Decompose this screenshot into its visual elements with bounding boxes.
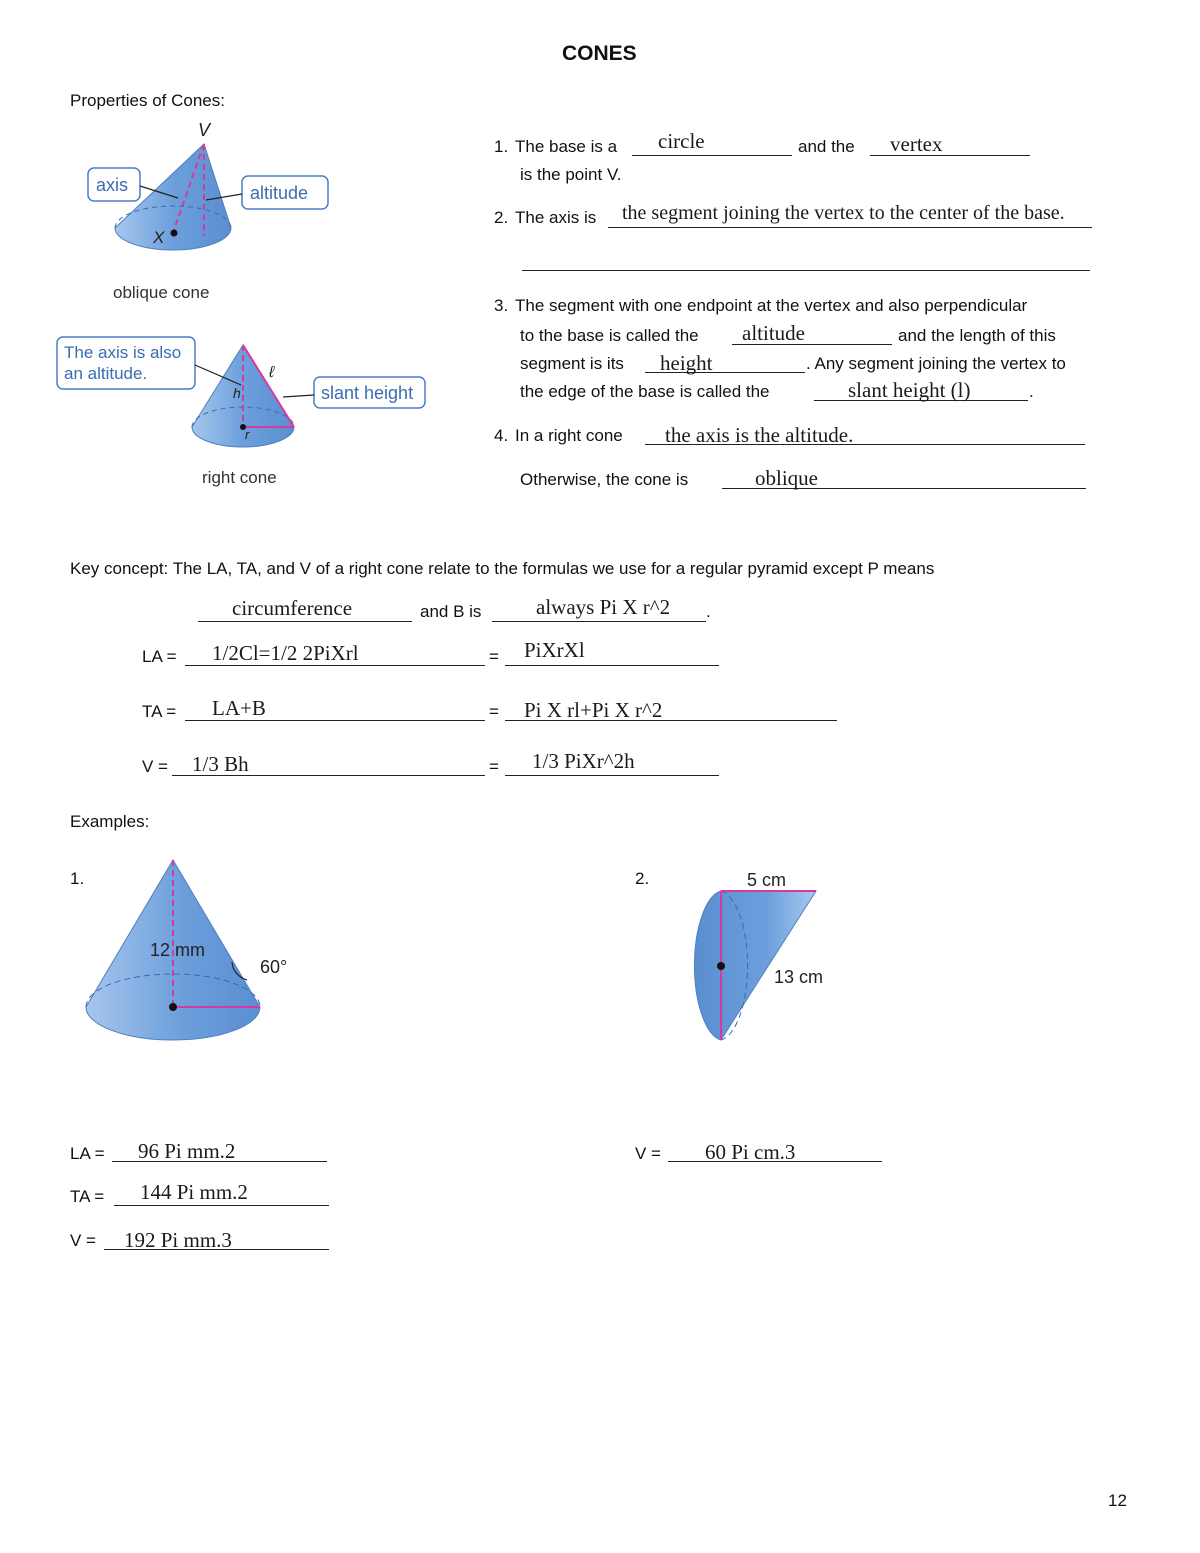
example1-cone (82, 852, 322, 1052)
oblique-cone-diagram (80, 118, 380, 318)
properties-heading: Properties of Cones: (70, 91, 225, 110)
formula-la-left: 1/2Cl=1/2 2PiXrl (212, 641, 359, 665)
q3-answer-altitude: altitude (742, 321, 805, 345)
q4-answer-a: the axis is the altitude. (665, 423, 854, 447)
q4-number: 4. (494, 426, 509, 445)
example1-number: 1. (70, 869, 85, 888)
q1-text-a: The base is a (515, 137, 618, 156)
ex1-ta-label: TA = (70, 1187, 105, 1206)
formula-la-eq: = (489, 647, 499, 666)
q1-number: 1. (494, 137, 509, 156)
example1-height-label: 12 mm (150, 940, 206, 960)
key-concept-text: Key concept: The LA, TA, and V of a right cone relate to the formulas we use for a regular pyramid except P means (70, 559, 935, 578)
formula-v-right: 1/3 PiXr^2h (532, 749, 635, 773)
formula-ta-label: TA = (142, 702, 177, 721)
page-number: 12 (1108, 1491, 1127, 1510)
key-answer-b: always Pi X r^2 (536, 595, 671, 619)
q3-line2b: and the length of this (898, 326, 1056, 345)
q3-line4b: . (1029, 382, 1034, 401)
q1-text-c: is the point V. (520, 165, 622, 184)
q3-line4a: the edge of the base is called the (520, 382, 770, 401)
ex1-v-value: 192 Pi mm.3 (124, 1228, 232, 1252)
oblique-cone-caption: oblique cone (113, 283, 210, 302)
radius-r-label: r (245, 427, 250, 442)
axis-label: axis (96, 175, 129, 195)
q2-number: 2. (494, 208, 509, 227)
slant-l-label: ℓ (269, 364, 275, 381)
q4-answer-b: oblique (755, 466, 818, 490)
formula-v-label: V = (142, 757, 168, 776)
formula-la-label: LA = (142, 647, 177, 666)
q2-text: The axis is (515, 208, 597, 227)
ex1-la-label: LA = (70, 1144, 105, 1163)
example2-cone (688, 858, 908, 1058)
ex2-v-value: 60 Pi cm.3 (705, 1140, 796, 1164)
height-h-label: h (233, 385, 241, 401)
vertex-label-v: V (198, 120, 211, 140)
key-and-b-text: and B is (420, 602, 482, 621)
ex1-ta-value: 144 Pi mm.2 (140, 1180, 248, 1204)
examples-heading: Examples: (70, 812, 150, 831)
callout-line-1: The axis is also (64, 343, 182, 362)
q1-answer-vertex: vertex (890, 132, 943, 156)
formula-ta-left: LA+B (212, 696, 266, 720)
ex1-la-value: 96 Pi mm.2 (138, 1139, 236, 1163)
ex2-v-label: V = (635, 1144, 661, 1163)
q3-answer-height: height (660, 351, 713, 375)
formula-ta-eq: = (489, 702, 499, 721)
q1-text-b: and the (798, 137, 855, 156)
q3-line1: The segment with one endpoint at the vertex and also perpendicular (515, 296, 1028, 315)
formula-v-left: 1/3 Bh (192, 752, 249, 776)
point-label-x: X (153, 228, 165, 247)
key-answer-circumference: circumference (232, 596, 353, 620)
altitude-label: altitude (250, 183, 309, 203)
formula-v-eq: = (489, 757, 499, 776)
q3-answer-slant-height: slant height (l) (848, 378, 971, 402)
q2-answer: the segment joining the vertex to the center of the base. (622, 202, 1065, 224)
q3-line3b: . Any segment joining the vertex to (806, 354, 1066, 373)
example2-top-label: 5 cm (747, 870, 787, 890)
q3-line2a: to the base is called the (520, 326, 699, 345)
q1-answer-circle: circle (658, 129, 705, 153)
formula-la-right: PiXrXl (524, 638, 585, 662)
q3-line3a: segment is its (520, 354, 624, 373)
q4-text-a: In a right cone (515, 426, 623, 445)
slant-height-label: slant height (321, 383, 414, 403)
right-cone-diagram (55, 335, 435, 505)
ex1-v-label: V = (70, 1231, 96, 1250)
page-title: CONES (562, 42, 637, 65)
q3-number: 3. (494, 296, 509, 315)
key-period: . (706, 602, 711, 621)
q4-text-b: Otherwise, the cone is (520, 470, 689, 489)
callout-line-2: an altitude. (64, 364, 148, 383)
right-cone-caption: right cone (202, 468, 277, 487)
example2-slant-label: 13 cm (774, 967, 824, 987)
example2-number: 2. (635, 869, 650, 888)
example1-angle-label: 60° (260, 957, 288, 977)
formula-ta-right: Pi X rl+Pi X r^2 (524, 698, 663, 722)
